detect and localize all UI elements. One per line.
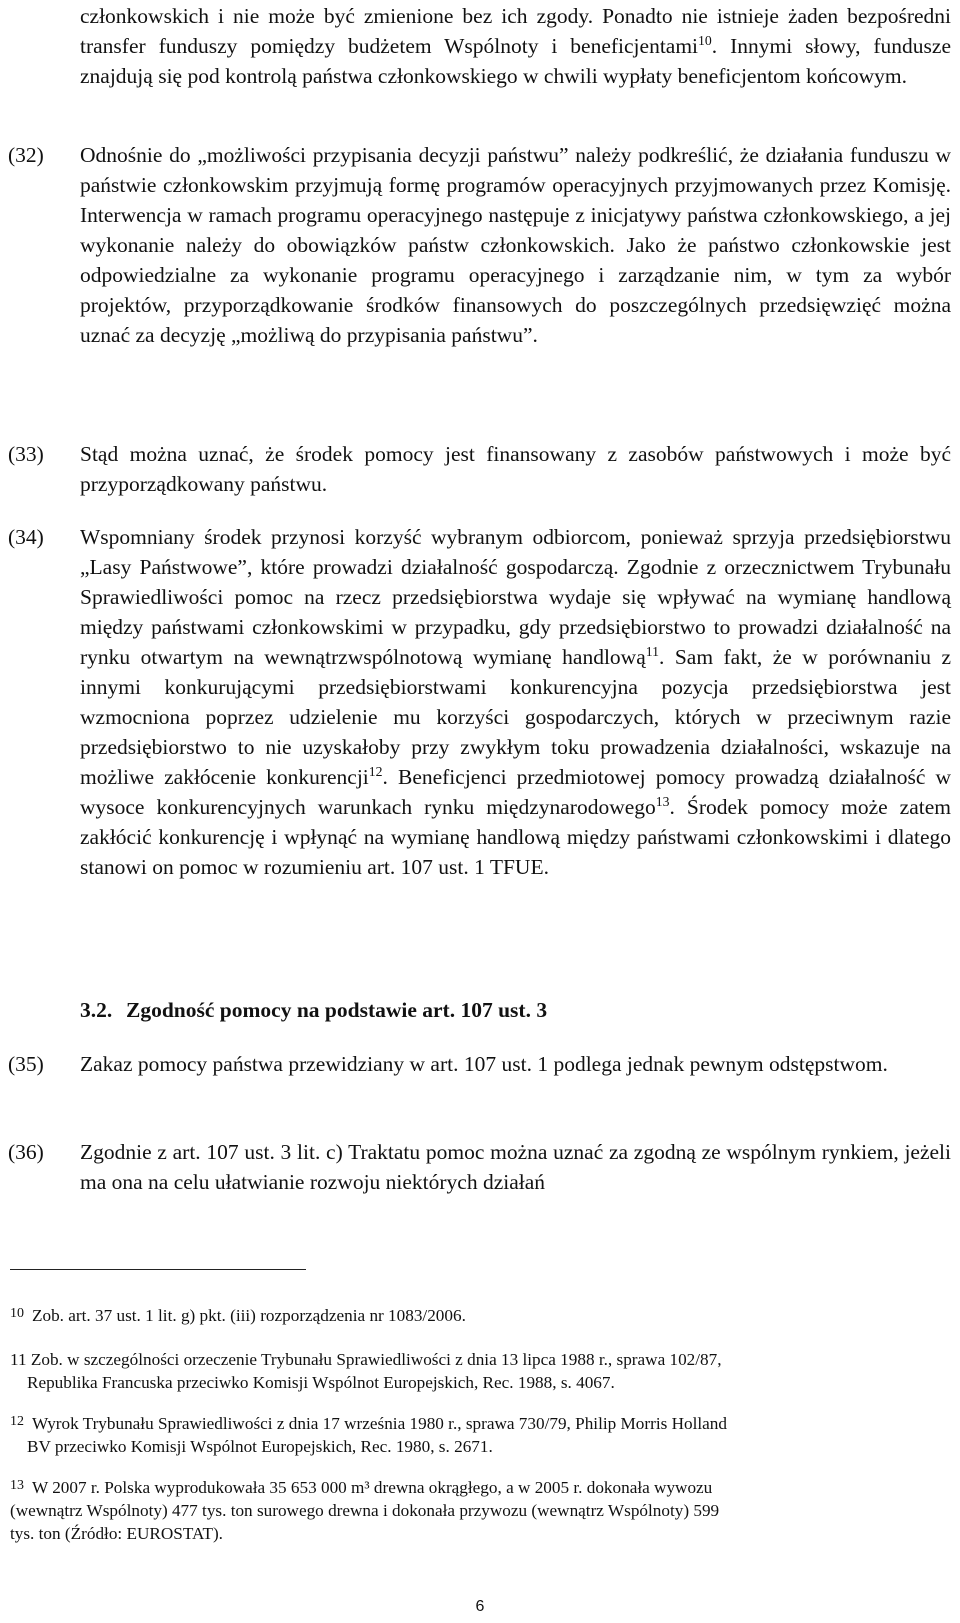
footnote-13 — [10, 1476, 935, 1545]
paragraph-number: (35) — [8, 1052, 44, 1076]
footnote-10 — [10, 1304, 935, 1327]
intro-text-1: członkowskich i nie może być zmienione bez ich zgody. Ponadto nie istnieje żaden bezpośredni transfer funduszy pomiędzy budżetem Wspólnoty i beneficjentami — [80, 4, 951, 58]
paragraph-text-part: Wspomniany środek przynosi korzyść wybranym odbiorcom, ponieważ sprzyja przedsiębiorstwu „Lasy Państwowe”, które prowadzi działalność gospodarczą. Zgodnie z orzecznictwem Trybunału Sprawiedliwości pomoc na rzecz przedsiębiorstwa wydaje się wpływać na wymianę handlową między państwami członkowskimi w przypadku, gdy przedsiębiorstwo to prowadzi działalność na rynku otwartym na wewnątrzwspólnotową wymianę handlową — [80, 525, 951, 669]
footnote-ref-13[interactable]: 13 — [655, 793, 670, 809]
paragraph-text: Odnośnie do „możliwości przypisania decyzji państwu” należy podkreślić, że działania funduszu w państwie członkowskim przyjmują formę programów operacyjnych przyjmowanych przez Komisję. Interwencja w ramach programu operacyjnego następuje z inicjatywy państwa członkowskiego, a jej wykonanie należy do obowiązków państw członkowskich. Jako że państwo członkowskie jest odpowiedzialne za wykonanie programu operacyjnego i zarządzanie nim, w tym za wybór projektów, przyporządkowanie środków finansowych do poszczególnych przedsięwzięć można uznać za decyzję „możliwą do przypisania państwu”. — [80, 143, 951, 347]
footnote-text: Zob. art. 37 ust. 1 lit. g) pkt. (iii) rozporządzenia nr 1083/2006. — [32, 1306, 466, 1325]
paragraph-number: (33) — [8, 442, 44, 466]
section-heading — [80, 995, 951, 1025]
footnote-ref-11[interactable]: 11 — [645, 643, 659, 659]
section-title: Zgodność pomocy na podstawie art. 107 ust. 3 — [126, 998, 548, 1022]
footnote-text: Republika Francuska przeciwko Komisji Wspólnot Europejskich, Rec. 1988, s. 4067. — [27, 1373, 615, 1392]
paragraph-text: Zakaz pomocy państwa przewidziany w art. 107 ust. 1 podlega jednak pewnym odstępstwom. — [80, 1052, 888, 1076]
paragraph-text-part: . Sam fakt, że w porównaniu z innymi konkurującymi przedsiębiorstwami konkurencyjna pozycja przedsiębiorstwa jest wzmocniona poprzez udzielenie mu korzyści gospodarczych, których w przeciwnym razie przedsiębiorstwo to nie uzyskałoby przy zwykłym toku prowadzenia działalności, wskazuje na możliwe zakłócenie konkurencji — [80, 645, 951, 789]
paragraph-text — [80, 522, 951, 882]
paragraph-number: (34) — [8, 525, 44, 549]
footnote-text: Wyrok Trybunału Sprawiedliwości z dnia 17 września 1980 r., sprawa 730/79, Philip Morris Holland — [32, 1414, 727, 1433]
paragraph-number: (36) — [8, 1140, 44, 1164]
footnote-mark: 13 — [10, 1478, 24, 1493]
footnote-mark: 11 — [10, 1350, 27, 1369]
footnote-mark: 12 — [10, 1414, 24, 1429]
paragraph-text: Stąd można uznać, że środek pomocy jest finansowany z zasobów państwowych i może być przyporządkowany państwu. — [80, 442, 951, 496]
page-number: 6 — [475, 1598, 485, 1615]
footnote-text: tys. ton (Źródło: EUROSTAT). — [10, 1524, 223, 1543]
footnote-12 — [10, 1412, 935, 1458]
footnote-mark: 10 — [10, 1306, 24, 1321]
footnote-text: W 2007 r. Polska wyprodukowała 35 653 000 m³ drewna okrągłego, a w 2005 r. dokonała wywozu — [32, 1478, 713, 1497]
footnote-11 — [10, 1348, 935, 1394]
paragraph-text-part: . Beneficjenci przedmiotowej pomocy prowadzą działalność w wysoce konkurencyjnych warunkach rynku międzynarodowego — [80, 765, 951, 819]
intro-text-2: . Innymi słowy, fundusze znajdują się pod kontrolą państwa członkowskiego w chwili wypłaty beneficjentom końcowym. — [80, 34, 951, 88]
footnote-separator — [10, 1269, 306, 1270]
section-number: 3.2. — [80, 998, 113, 1022]
footnote-ref-10[interactable]: 10 — [698, 32, 712, 48]
intro-paragraph — [80, 1, 951, 91]
paragraph-number: (32) — [8, 143, 44, 167]
paragraph-text-part: . Środek pomocy może zatem zakłócić konkurencję i wpłynąć na wymianę handlową między państwami członkowskimi i dlatego stanowi on pomoc w rozumieniu art. 107 ust. 1 TFUE. — [80, 795, 951, 879]
footnote-text: BV przeciwko Komisji Wspólnot Europejskich, Rec. 1980, s. 2671. — [27, 1437, 493, 1456]
footnote-text: Zob. w szczególności orzeczenie Trybunału Sprawiedliwości z dnia 13 lipca 1988 r., sprawa 102/87, — [30, 1350, 722, 1369]
footnote-ref-12[interactable]: 12 — [368, 763, 383, 779]
paragraph-text: Zgodnie z art. 107 ust. 3 lit. c) Traktatu pomoc można uznać za zgodną ze wspólnym rynkiem, jeżeli ma ona na celu ułatwianie rozwoju niektórych działań — [80, 1140, 951, 1194]
footnote-text: (wewnątrz Wspólnoty) 477 tys. ton surowego drewna i dokonała przywozu (wewnątrz Wspólnoty) 599 — [10, 1501, 720, 1520]
